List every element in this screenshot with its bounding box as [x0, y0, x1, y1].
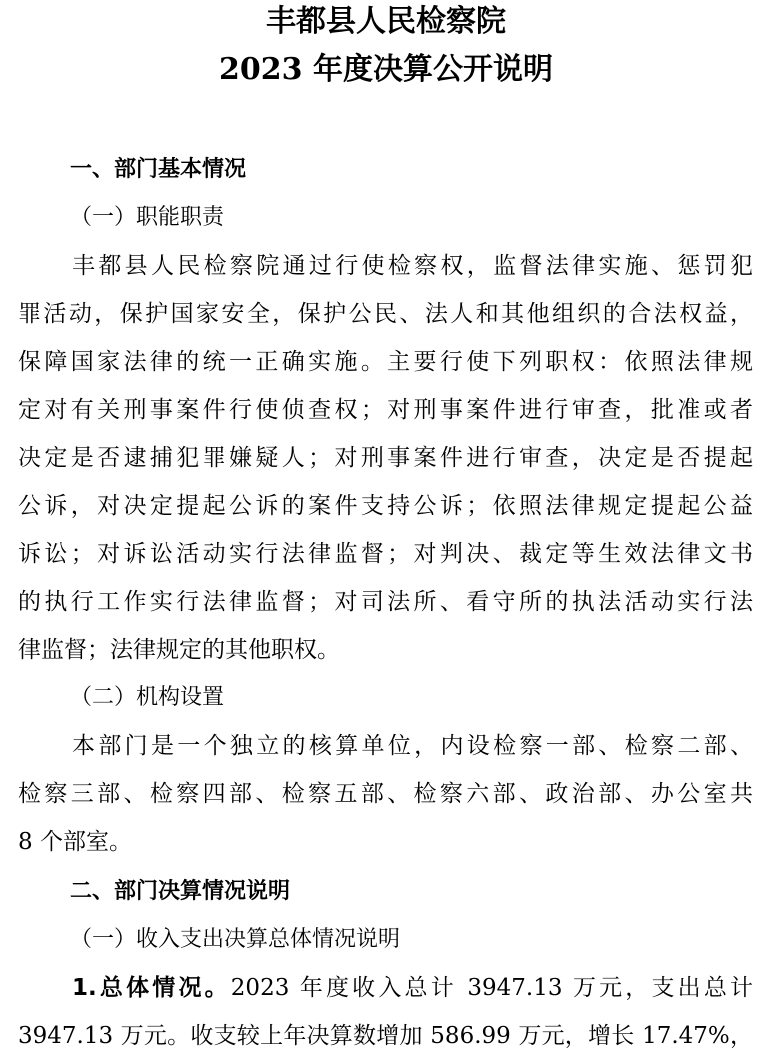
section-heading-basic-info: 一、部门基本情况	[70, 157, 247, 182]
subsection-heading-duties: （一）职能职责	[70, 205, 225, 230]
paragraph-line	[72, 973, 753, 1003]
paragraph-text: 2023 年度收入总计 3947.13 万元，支出总计	[230, 975, 753, 1001]
section-heading-final-accounts: 二、部门决算情况说明	[70, 879, 291, 904]
paragraph-line: 8 个部室。	[18, 829, 132, 855]
paragraph-line: 决定是否逮捕犯罪嫌疑人；对刑事案件进行审查，决定是否提起	[18, 445, 753, 471]
subsection-heading-income-expense: （一）收入支出决算总体情况说明	[70, 927, 401, 952]
paragraph-line: 的执行工作实行法律监督；对司法所、看守所的执法活动实行法	[18, 589, 753, 615]
paragraph-line: 律监督；法律规定的其他职权。	[18, 637, 340, 663]
paragraph-line: 检察三部、检察四部、检察五部、检察六部、政治部、办公室共	[18, 781, 753, 807]
subsection-heading-organization: （二）机构设置	[70, 685, 225, 710]
paragraph-line: 丰都县人民检察院通过行使检察权，监督法律实施、惩罚犯	[72, 253, 753, 279]
paragraph-line: 3947.13 万元。收支较上年决算数增加 586.99 万元，增长 17.47%，	[18, 1023, 753, 1049]
paragraph-line: 定对有关刑事案件行使侦查权；对刑事案件进行审查，批准或者	[18, 397, 753, 423]
paragraph-line: 本部门是一个独立的核算单位，内设检察一部、检察二部、	[72, 733, 753, 759]
paragraph-line: 公诉，对决定提起公诉的案件支持公诉；依照法律规定提起公益	[18, 493, 753, 519]
paragraph-line: 诉讼；对诉讼活动实行法律监督；对判决、裁定等生效法律文书	[18, 541, 753, 567]
paragraph-line: 罪活动，保护国家安全，保护公民、法人和其他组织的合法权益，	[18, 301, 753, 327]
document-title-line1: 丰都县人民检察院	[266, 4, 506, 39]
bold-lead-text: 1.总体情况。	[72, 975, 231, 1001]
document-title-line2: 2023 年度决算公开说明	[219, 52, 553, 87]
paragraph-line: 保障国家法律的统一正确实施。主要行使下列职权：依照法律规	[18, 349, 753, 375]
